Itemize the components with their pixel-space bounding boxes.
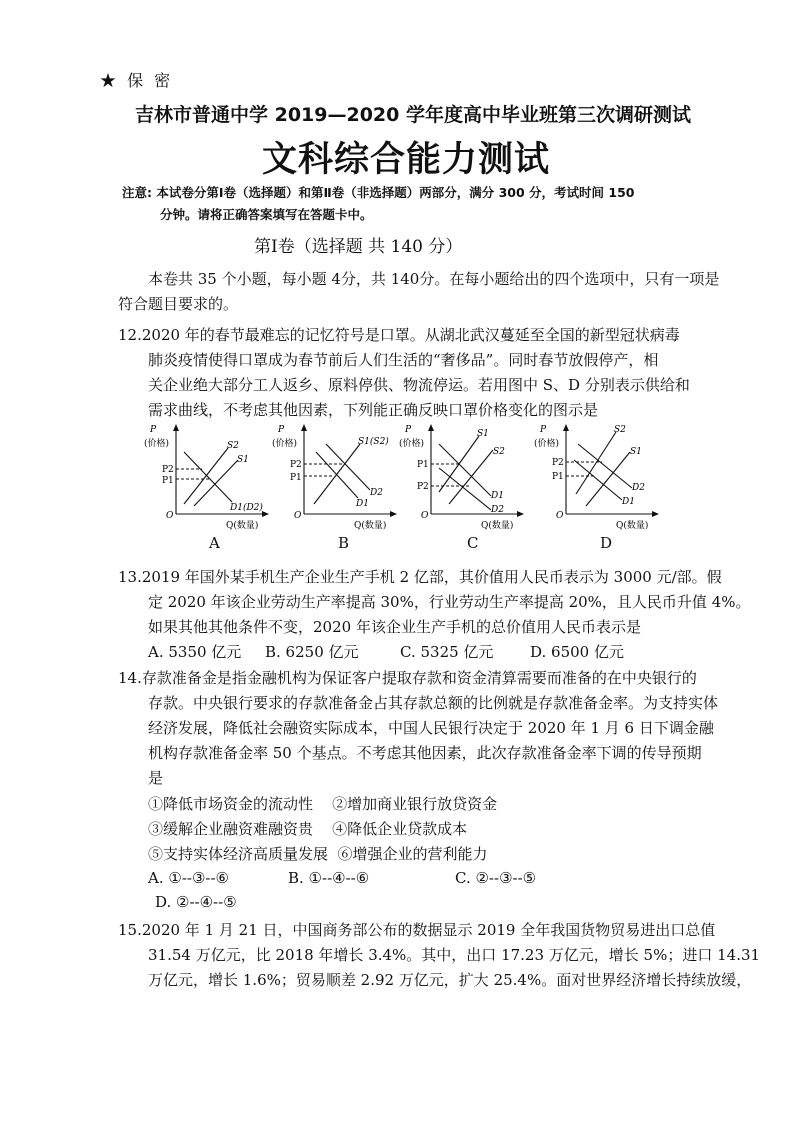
graph-d-label: D [600,534,613,552]
q14-option-a: A. ①--③--⑥ [148,869,229,887]
graph-d [530,422,660,530]
graph-a-label: A [209,534,220,552]
graph-b-label: B [338,534,350,552]
q13-option-d: D. 6500 亿元 [530,643,624,661]
p-bottom-label: P2 [417,482,429,492]
origin-label: O [556,511,564,521]
supply-label-1: S1(S2) [358,437,389,447]
supply-label-1: S1 [477,429,489,439]
q12-line-3: 关企业绝大部分工人返乡、原料停供、物流停运。若用图中 S、D 分别表示供给和 [148,376,690,394]
q13-line-1: 13.2019 年国外某手机生产企业生产手机 2 亿部，其价值用人民币表示为 3000 元/部。假 [118,568,722,586]
q14-line-2: 存款。中央银行要求的存款准备金占其存款总额的比例就是存款准备金率。为支持实体 [148,694,719,712]
demand-curve-d2 [439,468,491,510]
q14-option-c: C. ②--③--⑤ [455,869,537,887]
section-title: 第Ⅰ卷（选择题 共 140 分） [254,237,463,257]
school-title: 吉林市普通中学 2019—2020 学年度高中毕业班第三次调研测试 [135,104,691,126]
p-bottom-label: P1 [290,473,302,483]
q13-line-2: 定 2020 年该企业劳动生产率提高 30%，行业劳动生产率提高 20%，且人民币升值 4%。 [148,593,751,611]
origin-label: O [421,511,429,521]
q12-line-2: 肺炎疫情使得口罩成为春节前后人们生活的“奢侈品”。同时春节放假停产，相 [148,351,659,369]
demand-curve-d2 [326,444,370,490]
demand-curve-d1 [439,444,491,496]
y-axis-label: P [278,425,285,435]
y-unit-label: (价格) [534,439,560,449]
intro-line-2: 符合题目要求的。 [118,295,239,313]
q14-item-row-3: ⑤支持实体经济高质量发展 ⑥增强企业的营利能力 [148,845,488,863]
origin-label: O [166,511,174,521]
q14-item-row-2: ③缓解企业融资难融资贵 ④降低企业贷款成本 [148,820,468,838]
y-axis-label: P [150,425,157,435]
supply-curve-s2 [576,432,616,494]
x-axis-label: Q(数量) [354,521,387,530]
demand-label-1: D1(D2) [230,503,263,513]
q15-line-2: 31.54 万亿元，比 2018 年增长 3.4%。其中，出口 17.23 万亿元，增长 5%；进口 14.31 [148,946,761,964]
y-unit-label: (价格) [399,439,425,449]
intro-line-1: 本卷共 35 个小题，每小题 4分，共 140分。在每小题给出的四个选项中，只有一项是 [148,270,720,288]
graph-c-label: C [467,534,479,552]
q14-line-1: 14.存款准备金是指金融机构为保证客户提取存款和资金清算需要而准备的在中央银行的 [118,669,697,687]
supply-label-2: S1 [237,455,249,465]
y-axis-label: P [540,425,547,435]
demand-label-1: D2 [370,488,383,498]
q12-line-4: 需求曲线，不考虑其他因素，下列能正确反映口罩价格变化的图示是 [148,401,599,419]
q14-line-4: 机构存款准备金率 50 个基点。不考虑其他因素，此次存款准备金率下调的传导预期 [148,744,702,762]
x-axis-label: Q(数量) [481,521,514,530]
q13-option-b: B. 6250 亿元 [265,643,359,661]
demand-curve-d1 [316,452,358,498]
supply-label-1: S2 [614,425,626,435]
p-top-label: P2 [290,460,302,470]
q13-option-a: A. 5350 亿元 [148,643,242,661]
demand-label-2: D1 [356,499,369,509]
p-top-label: P2 [162,465,174,475]
confidential-mark: ★ 保 密 [100,71,174,90]
origin-label: O [294,511,302,521]
y-unit-label: (价格) [144,439,170,449]
y-axis-label: P [405,425,412,435]
q14-line-5: 是 [148,769,164,787]
q14-option-b: B. ①--④--⑥ [288,869,370,887]
supply-label-2: S1 [630,447,642,457]
page-title: 文科综合能力测试 [262,140,551,180]
q14-line-3: 经济发展，降低社会融资实际成本，中国人民银行决定于 2020 年 1 月 6 日下调金融 [148,719,714,737]
demand-curve-d2 [578,444,632,488]
q13-option-c: C. 5325 亿元 [400,643,494,661]
x-axis-label: Q(数量) [226,521,259,530]
p-top-label: P2 [552,458,564,468]
q13-line-3: 如果其他其他条件不变，2020 年该企业生产手机的总价值用人民币表示是 [148,618,641,636]
q14-item-row-1: ①降低市场资金的流动性 ②增加商业银行放贷资金 [148,795,498,813]
demand-label-2: D2 [491,505,504,515]
supply-label-1: S2 [227,441,239,451]
p-bottom-label: P1 [162,476,174,486]
supply-curve-s2 [184,448,228,504]
note-line-2: 分钟。请将正确答案填写在答题卡中。 [160,207,373,222]
supply-label-2: S2 [493,447,505,457]
p-top-label: P1 [417,460,429,470]
y-unit-label: (价格) [272,439,298,449]
graph-b [268,422,398,530]
demand-label-2: D1 [622,497,635,507]
graph-a [140,422,270,530]
demand-label-1: D2 [632,483,645,493]
demand-label-1: D1 [491,491,504,501]
demand-curve-d1 [574,460,622,500]
p-bottom-label: P1 [552,472,564,482]
graph-c [395,422,525,530]
x-axis-label: Q(数量) [616,521,649,530]
supply-curve-s1 [314,444,360,504]
note-line-1: 注意: 本试卷分第Ⅰ卷（选择题）和第Ⅱ卷（非选择题）两部分，满分 300 分，考试时间 150 [122,185,635,200]
q15-line-1: 15.2020 年 1 月 21 日，中国商务部公布的数据显示 2019 全年我国货物贸易进出口总值 [118,921,716,939]
q12-line-1: 12.2020 年的春节最难忘的记忆符号是口罩。从湖北武汉蔓延至全国的新型冠状病毒 [118,326,680,344]
supply-curve-s2 [449,450,493,504]
q14-option-d: D. ②--④--⑤ [155,893,237,911]
q15-line-3: 万亿元，增长 1.6%；贸易顺差 2.92 万亿元，扩大 25.4%。面对世界经济增长持续放缓， [148,971,752,989]
